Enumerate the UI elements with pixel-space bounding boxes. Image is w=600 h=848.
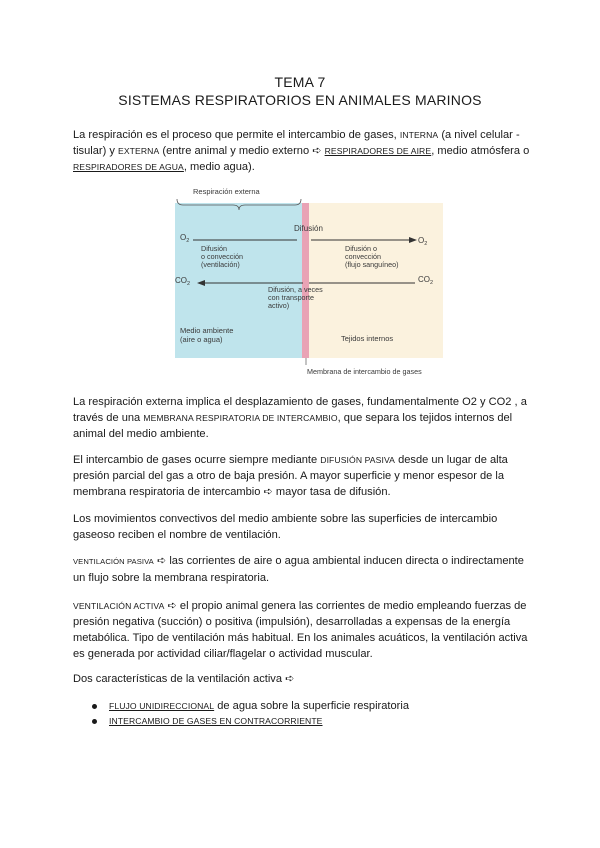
- right-block-line: Difusión o: [345, 244, 377, 253]
- medio-line: Medio ambiente: [180, 326, 234, 335]
- paragraph-ventilacion: Los movimientos convectivos del medio ambiente sobre las superficies de intercambio gaseoso reciben el nombre de ventilación.: [73, 513, 498, 541]
- respiration-diagram: [175, 183, 443, 378]
- term-externa: EXTERNA: [118, 146, 160, 156]
- paragraph-ventilacion-activa: VENTILACIÓN ACTIVA ➪ el propio animal genera las corrientes de medio empleando fuerzas de presión negativa (succión) o positiva (impulsión), desarrolladas a expensas de la energía metabólica. Tipo de ventilación más habitual. En los animales acuáticos, la ventilación activa es generada por actividad ciliar/flagelar o actividad muscular.: [73, 600, 528, 660]
- term-difusion-pasiva: DIFUSIÓN PASIVA: [320, 455, 395, 465]
- label-o2-left: $O_2$: [180, 233, 190, 244]
- characteristics-list: [73, 699, 533, 729]
- arrow-icon: ➪: [263, 486, 273, 498]
- term-membrana-respiratoria: MEMBRANA RESPIRATORIA DE INTERCAMBIO: [143, 413, 338, 423]
- label-difusion-top: Difusión: [294, 224, 323, 233]
- bottom-block-line: activo): [268, 301, 290, 310]
- arrow-icon: ➪: [285, 673, 295, 685]
- term-respiradores-aire: RESPIRADORES DE AIRE: [324, 146, 432, 156]
- label-co2-left: $CO_2$: [175, 276, 191, 287]
- label-o2-right: $O_2$: [418, 236, 428, 247]
- bullet-icon: [92, 719, 97, 724]
- term-flujo-unidireccional: FLUJO UNIDIRECCIONAL: [109, 701, 215, 711]
- page-subtitle: SISTEMAS RESPIRATORIOS EN ANIMALES MARINOS: [118, 92, 482, 108]
- paragraph-ventilacion-pasiva: VENTILACIÓN PASIVA ➪ las corrientes de aire o agua ambiental inducen directa o indirectamente un flujo sobre la membrana respiratoria.: [73, 555, 524, 584]
- bullet-icon: [92, 704, 97, 709]
- paragraph-membrana: La respiración externa implica el desplazamiento de gases, fundamentalmente O2 y CO2 , a través de una MEMBRANA RESPIRATORIA DE INTERCAMBIO, que separa los tejidos internos del animal del medio ambiente.: [73, 396, 527, 440]
- term-contracorriente: INTERCAMBIO DE GASES EN CONTRACORRIENTE: [109, 716, 323, 726]
- intro-paragraph: La respiración es el proceso que permite el intercambio de gases, INTERNA (a nivel celular - tisular) y EXTERNA (entre animal y medio externo ➪ RESPIRADORES DE AIRE, medio atmósfera o RESPIRADORES DE AGUA, medio agua).: [73, 129, 530, 173]
- left-block-line: o convección: [201, 252, 243, 261]
- list-item: [73, 714, 533, 729]
- term-respiradores-agua: RESPIRADORES DE AGUA: [73, 162, 184, 172]
- arrow-icon: ➪: [167, 600, 177, 612]
- paragraph-difusion: El intercambio de gases ocurre siempre mediante DIFUSIÓN PASIVA desde un lugar de alta presión parcial del gas a otro de baja presión. A mayor superficie y menor espesor de la membrana respiratoria de intercambio ➪ mayor tasa de difusión.: [73, 454, 508, 498]
- left-block-line: (ventilación): [201, 260, 240, 269]
- bottom-block-line: con transporte: [268, 293, 314, 302]
- term-ventilacion-activa: VENTILACIÓN ACTIVA: [73, 601, 165, 611]
- label-membrana: Membrana de intercambio de gases: [307, 367, 422, 376]
- medio-line: (aire o agua): [180, 335, 223, 344]
- term-ventilacion-pasiva: VENTILACIÓN PASIVA: [73, 557, 154, 566]
- label-co2-right: $CO_2$: [418, 275, 434, 286]
- label-tejidos: Tejidos internos: [341, 334, 394, 343]
- term-interna: INTERNA: [399, 130, 439, 140]
- paragraph-caracteristicas: Dos características de la ventilación activa ➪: [73, 673, 295, 685]
- right-block-line: (flujo sanguíneo): [345, 260, 399, 269]
- label-respiracion-externa: Respiración externa: [193, 187, 260, 196]
- arrow-icon: ➪: [312, 145, 322, 157]
- right-block-line: convección: [345, 252, 381, 261]
- list-item: FLUJO UNIDIRECCIONAL de agua sobre la superficie respiratoria: [73, 699, 533, 714]
- bottom-block-line: Difusión, a veces: [268, 285, 323, 294]
- arrow-icon: ➪: [156, 555, 167, 567]
- page-title: TEMA 7: [274, 74, 326, 90]
- left-block-line: Difusión: [201, 244, 227, 253]
